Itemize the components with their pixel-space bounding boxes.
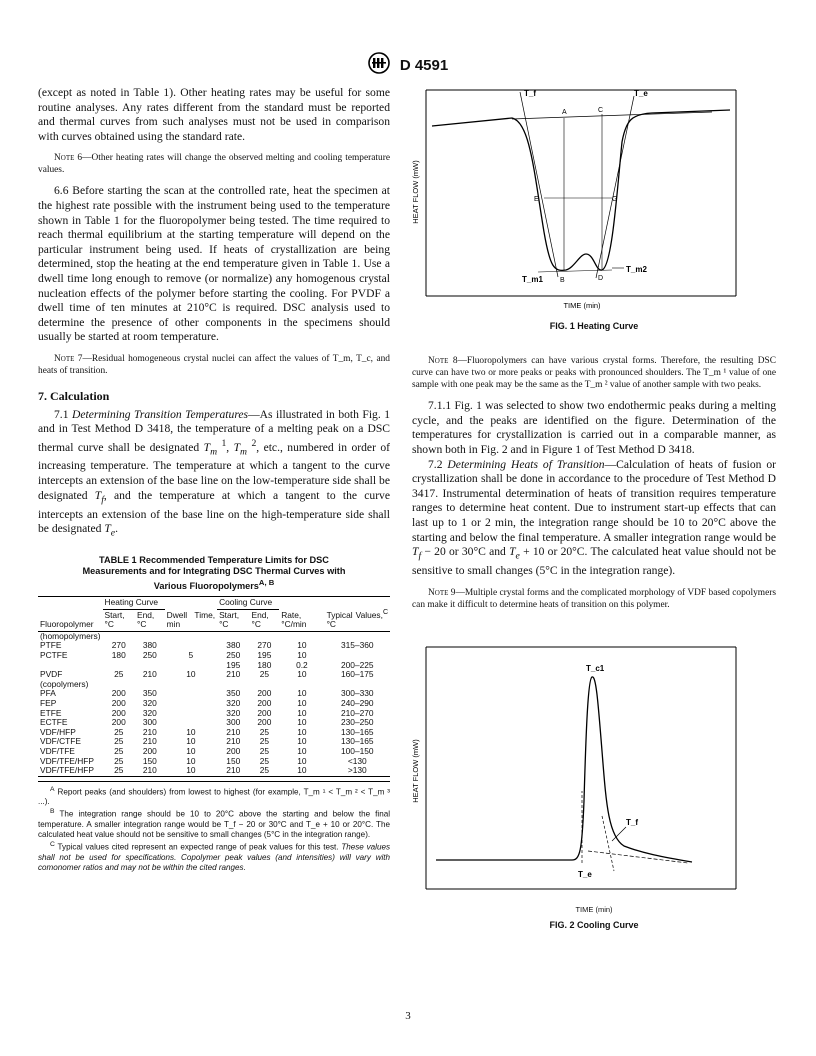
- table-cell: 25: [259, 755, 270, 766]
- footnote-b: $^B$ The integration range should be 10 to 20°C above the starting and below the final temperature. A smaller integration range would be T_f − 20 or 30°C and T_e + 10 or 20°C. The calculated heat value should not be sensitive to small changes (5°C in the integration range).: [38, 808, 390, 840]
- note-label: Note 7: [54, 353, 83, 364]
- table-cell: ETFE: [40, 707, 62, 718]
- table-row: [38, 709, 390, 719]
- table-cell: VDF/TFE/HFP: [40, 755, 94, 766]
- table-cell: 320: [226, 707, 241, 718]
- figure-1-caption: FIG. 1 Heating Curve: [549, 320, 639, 331]
- cooling-curve: [436, 677, 692, 862]
- label-d: D: [598, 275, 604, 282]
- table-body: [38, 631, 390, 776]
- text-run: − 20 or 30°C and: [421, 545, 510, 559]
- table-cell: 10: [186, 746, 196, 757]
- table-cell: 200: [111, 707, 126, 718]
- table-cell: (homopolymers): [40, 630, 101, 641]
- table-cell: 210: [142, 726, 157, 737]
- x-axis-label: TIME (min): [563, 301, 601, 310]
- label-tm1: T_m1: [522, 275, 543, 284]
- page-number: 3: [405, 1010, 411, 1022]
- table-cell: 210: [226, 726, 241, 737]
- astm-logo-icon: [368, 52, 390, 79]
- table-cell: 210–270: [340, 707, 374, 718]
- table-cell: 25: [114, 669, 124, 680]
- note-label: Note 6: [54, 153, 83, 164]
- label-a: A: [562, 109, 567, 116]
- note-6: [38, 152, 390, 176]
- typical-footnote: C: [382, 608, 388, 616]
- table-cell: 315–360: [340, 640, 374, 651]
- table-row: [38, 641, 390, 651]
- table-cell: 200: [111, 717, 126, 728]
- table-cell: 210: [226, 765, 241, 776]
- text-run: + 10 or 20°C. The calculated heat value should not be sensitive to small changes (5°C in the integration range).: [412, 545, 776, 578]
- table-row: [38, 728, 390, 738]
- table-cell: 25: [259, 765, 270, 776]
- paragraph-7-1: 7.1 Determining Transition Temperatures—As illustrated in both Fig. 1 and in Test Method D 3418, the temperature of a melting peak on a DSC thermal curve shall be designated $T_m$ $^1$, $T_m$ $^2$, etc., numbered in order of increasing temperature. The temperature at which a tangent to the curve intercepts an extension of the base line on the low-temperature side shall be designated $T_f$, and the temperature at which a tangent to the curve intercepts an extension of the base line on the high-temperature side shall be designated $T_e$.: [38, 407, 391, 539]
- table-cell: 10: [297, 640, 307, 651]
- table-cell: 160–175: [340, 669, 374, 680]
- text-run: 7.2: [428, 457, 448, 471]
- table-cell: 380: [226, 640, 241, 651]
- table-row: [38, 631, 390, 641]
- col-fluoropolymer: Fluoropolymer: [38, 597, 103, 632]
- table-cell: 10: [297, 669, 307, 680]
- table-cell: 210: [142, 765, 157, 776]
- table-cell: 200: [257, 707, 272, 718]
- table-cell: 200: [257, 688, 272, 699]
- label-te: T_e: [634, 89, 648, 98]
- table-cell: 200–225: [340, 659, 374, 670]
- table-row: [38, 651, 390, 661]
- table-cell: 25: [114, 736, 124, 747]
- table-cell: 130–165: [340, 726, 374, 737]
- table-cell: 0.2: [296, 659, 308, 670]
- table-cell: 320: [142, 707, 157, 718]
- table-cell: 300: [226, 717, 241, 728]
- table-cell: PCTFE: [40, 650, 68, 661]
- table-cell: 210: [142, 669, 157, 680]
- line-b-d: [538, 270, 612, 272]
- note-text: —Residual homogeneous crystal nuclei can affect the values of T_m, T_c, and heats of transition.: [38, 353, 390, 376]
- tangent-dashed: [602, 816, 614, 871]
- footnote-text: The integration range should be 10 to 20°C above the starting and below the final temperature. A smaller integration range would be T_f − 20 or 30°C and T_e + 10 or 20°C. The calculated heat value should not be sensitive to small changes (5°C in the integration range).: [38, 810, 390, 840]
- table-cell: [165, 680, 217, 690]
- left-column: [38, 86, 390, 873]
- table-cell: 10: [297, 755, 307, 766]
- col-heating-curve: Heating Curve: [103, 597, 165, 610]
- melting-curve: [432, 110, 730, 270]
- text-run: , etc., numbered in order of increasing temperature. The temperature at which a tangent to the curve intercepts an extension of the base line on the low-temperature side shall be designated: [38, 440, 390, 502]
- baseline-extension: [512, 112, 712, 119]
- label-te: T_e: [578, 869, 592, 879]
- table-cell: 210: [226, 669, 241, 680]
- table-cell: [165, 689, 217, 699]
- table-cell: 230–250: [340, 717, 374, 728]
- table-cell: 10: [186, 726, 196, 737]
- table-cell: 150: [226, 755, 241, 766]
- table-cell: 210: [226, 736, 241, 747]
- table-cell: 10: [297, 746, 307, 757]
- y-axis-label: HEAT FLOW (mW): [411, 738, 420, 803]
- table-cell: PVDF: [40, 669, 63, 680]
- paragraph-7-2: 7.2 Determining Heats of Transition—Calculation of heats of fusion or crystallization shall be done in accordance to the procedure of Test Method D 3417. Instrumental determination of heats of transition requires temperature ranges to determine heat content. Due to instrument start-up effects that can last up to 1 or 2 min, the integration range should be 10 to 20°C above the starting and below the final temperature. A smaller integration range would be $T_f - 20$ or 30°C and $T_e + 10$ or 20°C. The calculated heat value should not be sensitive to small changes (5°C in the integration range).: [412, 457, 777, 578]
- heating-curve-plot: [412, 82, 776, 318]
- page-header: [0, 52, 816, 79]
- text-run: —As illustrated in both Fig. 1 and in Test Method D 3418, the temperature of a melting peak on a DSC thermal curve shall be designated: [38, 407, 391, 454]
- footnote-text: Report peaks (and shoulders) from lowest to highest (for example, T_m ¹ < T_m ² < T_m ³ ...).: [38, 787, 391, 807]
- table-cell: 300: [142, 717, 157, 728]
- table-cell: 10: [186, 755, 196, 766]
- section-heading: 7. Calculation: [38, 388, 110, 403]
- table-cell: 270: [257, 640, 272, 651]
- table-cell: 195: [226, 659, 241, 670]
- table-cell: 25: [259, 746, 270, 757]
- note-label: Note 8: [428, 356, 458, 367]
- label-e: E: [534, 196, 539, 203]
- table-row: [38, 718, 390, 728]
- col-heating-end: End, °C: [136, 609, 155, 630]
- note-9: [412, 587, 776, 611]
- table-cell: 10: [297, 736, 307, 747]
- table-row: [38, 680, 390, 690]
- table-cell: 200: [257, 698, 272, 709]
- label-tm2: T_m2: [626, 265, 647, 274]
- table-cell: 200: [111, 698, 126, 709]
- table-cell: 300–330: [340, 688, 374, 699]
- table-row: [38, 766, 390, 776]
- table-cell: 25: [259, 736, 270, 747]
- col-dwell: Dwell Time, min: [165, 597, 217, 632]
- table-cell: 250: [226, 650, 241, 661]
- col-heating-start: Start, °C: [104, 609, 125, 630]
- table-cell: 25: [114, 765, 124, 776]
- table-cell: 10: [297, 717, 307, 728]
- note-8: [412, 355, 776, 391]
- table-cell: 320: [226, 698, 241, 709]
- table-cell: 195: [257, 650, 272, 661]
- caption-footnote-marker: A, B: [258, 578, 275, 588]
- table-cell: 25: [114, 746, 124, 757]
- note-text: —Fluoropolymers can have various crystal forms. Therefore, the resulting DSC curve can have two or more peaks or peaks with pronounced shoulders. The T_m ¹ value of one sample with one peak may be the same as the T_m ² value of another sample with two peaks.: [412, 356, 776, 391]
- table-cell: 200: [226, 746, 241, 757]
- table-cell: >130: [347, 765, 367, 776]
- table-cell: 10: [186, 765, 196, 776]
- table-1: [38, 596, 390, 777]
- table-cell: 10: [297, 726, 307, 737]
- table-row: [38, 689, 390, 699]
- paragraph-continued: (except as noted in Table 1). Other heating rates may be useful for some routine analyses. Any rates different from the standard must be reported and thermal curves from such analyses must not be used in comparison with curves obtained using the standard rate.: [38, 86, 390, 143]
- label-tc1: T_c1: [586, 663, 605, 673]
- footnote-text: Typical values cited represent an expected range of peak values for this test.: [57, 842, 339, 852]
- col-cooling-start: Start, °C: [219, 609, 240, 630]
- table-cell: PTFE: [40, 640, 62, 651]
- table-cell: 200: [257, 717, 272, 728]
- label-g: G: [612, 196, 618, 203]
- footnote-a: $^A$ Report peaks (and shoulders) from lowest to highest (for example, T_m ¹ < T_m ² < T_m ³ ...).: [38, 785, 391, 807]
- table-row: [38, 699, 390, 709]
- col-typical: [325, 597, 390, 632]
- footnote-text-italic: These values shall not be used for specifications. Copolymer peak values (and intensities) will vary with comonomer ratios and may not be within the cited ranges.: [38, 842, 390, 872]
- standard-code: D 4591: [399, 57, 449, 74]
- baseline-extension: [588, 851, 688, 863]
- caption-line: Various Fluoropolymers: [153, 581, 259, 592]
- table-cell: 350: [142, 688, 157, 699]
- label-b: B: [560, 277, 565, 284]
- table-cell: 10: [186, 736, 196, 747]
- table-cell: FEP: [40, 698, 57, 709]
- table-cell: VDF/TFE/HFP: [40, 765, 94, 776]
- table-cell: [165, 709, 217, 719]
- table-cell: 350: [226, 688, 241, 699]
- table-cell: 320: [142, 698, 157, 709]
- table-cell: 10: [297, 688, 307, 699]
- label-tf: T_f: [626, 817, 638, 827]
- table-cell: 25: [114, 755, 124, 766]
- table-row: [38, 670, 390, 680]
- text-run: , and the temperature at which a tangent to the curve intercepts an extension of the base line on the high-temperature side shall be designated: [38, 488, 390, 536]
- col-cooling-end: End, °C: [251, 609, 269, 630]
- paragraph-6-6: 6.6 Before starting the scan at the controlled rate, heat the specimen at the highest rate possible with the instrument being used to the temperature shown in Table 1 for the fluoropolymer being tested. The time required to reach thermal equilibrium at the starting temperature will depend on the particular instrument being used. If heats of crystallization are being determined, stop the heating at the end temperature given in Table 1. Use a dwell time long enough to remove (or normalize) any homogenous crystal nucleation effects of the polymer before starting the cooling. For PVDF a dwell time of ten minutes at 210°C is required. DSC analysis used to determine the presence of other components in the specimens should usually be started at room temperature.: [38, 184, 390, 344]
- table-cell: [165, 699, 217, 709]
- paragraph-7-1-1: 7.1.1 Fig. 1 was selected to show two endothermic peaks during a melting cycle, and the peaks are identified on the figure. Determination of the temperatures for crystallization is carried out in a comparable manner, as shown both in Fig. 2 and in Figure 1 of Test Method D 3418.: [412, 399, 776, 456]
- note-7: [38, 353, 390, 377]
- label-c: C: [598, 107, 604, 114]
- table-cell: 180: [257, 659, 272, 670]
- paragraph-title: Determining Transition Temperatures: [71, 407, 249, 421]
- table-cell: 240–290: [340, 698, 374, 709]
- table-cell: 10: [297, 650, 307, 661]
- table-cell: VDF/TFE: [40, 746, 75, 757]
- cooling-curve-plot: [412, 641, 776, 901]
- col-cooling-curve: Cooling Curve: [217, 597, 279, 610]
- paragraph-title: Determining Heats of Transition: [447, 457, 605, 471]
- table-footnotes: [38, 781, 390, 873]
- table-cell: 180: [111, 650, 126, 661]
- table-cell: 200: [111, 688, 126, 699]
- table-cell: 25: [114, 726, 124, 737]
- table-cell: VDF/CTFE: [40, 736, 81, 747]
- table-cell: 10: [297, 698, 307, 709]
- table-cell: ECTFE: [40, 717, 68, 728]
- table-cell: <130: [347, 755, 367, 766]
- figure-2: [412, 641, 776, 933]
- table-row: [38, 737, 390, 747]
- tangent-low: [520, 92, 558, 277]
- table-cell: 25: [259, 669, 270, 680]
- right-column: [412, 82, 776, 932]
- typical-unit: °C: [326, 619, 336, 630]
- text-run: —Calculation of heats of fusion or crystallization shall be done in accordance to the procedure of Test Method D 3417. Instrumental determination of heats of transition requires temperature ranges to determine heat content. Due to instrument start-up effects that can last up to 1 or 2 min, the integration range should be 10 to 20°C above the starting and below the final temperature. A smaller integration range would be: [412, 457, 777, 544]
- table-cell: 210: [142, 736, 157, 747]
- table-cell: 10: [297, 765, 307, 776]
- table-cell: VDF/HFP: [40, 726, 76, 737]
- table-cell: 25: [259, 726, 270, 737]
- table-cell: 10: [297, 707, 307, 718]
- table-caption: [38, 555, 390, 592]
- text-run: 7.1: [54, 407, 72, 421]
- note-text: —Other heating rates will change the observed melting and cooling temperature values.: [38, 153, 390, 176]
- table-cell: 380: [142, 640, 157, 651]
- typical-label: Typical Values,: [326, 609, 383, 620]
- table-cell: 200: [142, 746, 157, 757]
- label-tf: T_f: [524, 89, 536, 98]
- y-axis-label: HEAT FLOW (mW): [411, 160, 420, 224]
- note-label: Note 9: [428, 587, 456, 598]
- table-cell: 150: [142, 755, 157, 766]
- table-cell: PFA: [40, 688, 56, 699]
- caption-line: TABLE 1 Recommended Temperature Limits for DSC: [99, 555, 329, 566]
- footnote-c: $^C$ Typical values cited represent an expected range of peak values for this test. These values shall not be used for specifications. Copolymer peak values (and intensities) will vary with comonomer ratios and may not be within the cited ranges.: [38, 841, 390, 872]
- table-cell: 270: [111, 640, 126, 651]
- table-cell: 250: [142, 650, 157, 661]
- table-cell: 100–150: [340, 746, 374, 757]
- table-row: [38, 661, 390, 671]
- table-cell: (copolymers): [40, 678, 89, 689]
- note-text: —Multiple crystal forms and the complicated morphology of VDF based copolymers can make it difficult to determine heats of transition on this polymer.: [412, 587, 777, 610]
- col-rate: Rate, °C/min: [279, 597, 324, 632]
- table-cell: 130–165: [340, 736, 374, 747]
- figure-2-caption: FIG. 2 Cooling Curve: [549, 919, 639, 930]
- table-cell: 5: [188, 650, 194, 661]
- caption-line: Measurements and for Integrating DSC Thermal Curves with: [82, 566, 346, 577]
- table-cell: [165, 631, 217, 641]
- figure-1: [412, 82, 776, 333]
- x-axis-label: TIME (min): [575, 905, 613, 915]
- table-cell: 10: [186, 669, 196, 680]
